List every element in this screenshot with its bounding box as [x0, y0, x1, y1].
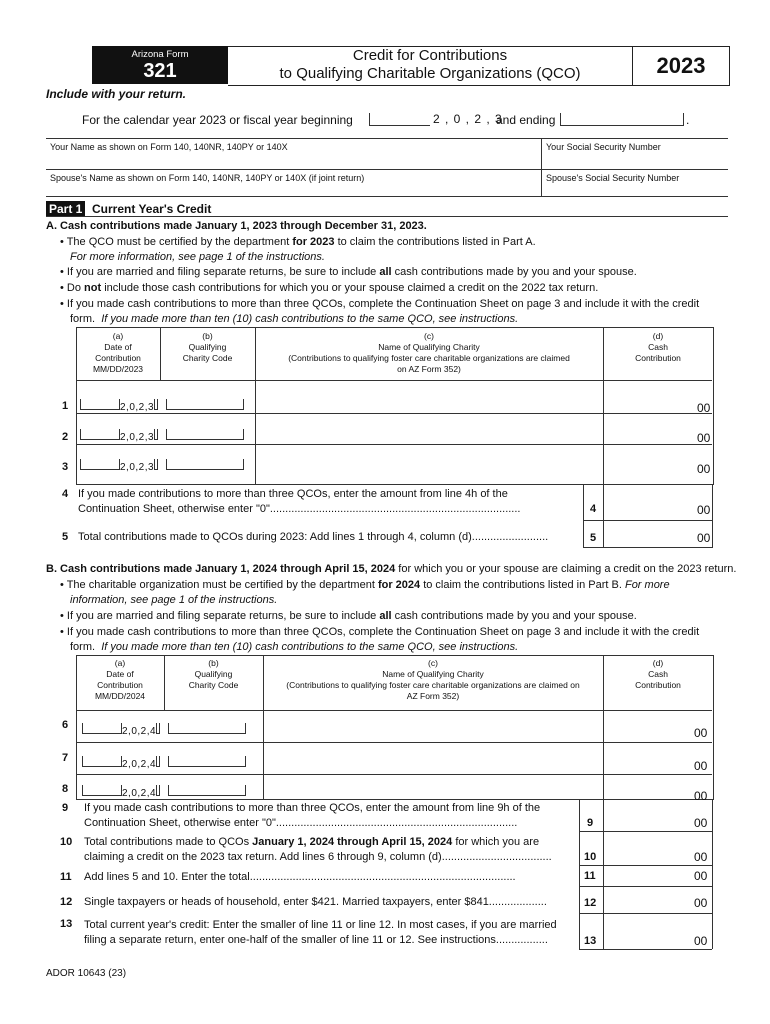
form-footer-code: ADOR 10643 (23) — [46, 968, 127, 979]
line-5-amount[interactable] — [606, 523, 696, 545]
section-b-col-a: (a) Date of Contribution MM/DD/2024 — [94, 658, 146, 701]
line-13-box-num: 13 — [584, 935, 597, 947]
line-4-box-num: 4 — [590, 503, 597, 515]
line-8-cents: 00 — [694, 789, 708, 803]
line-6-num: 6 — [62, 719, 69, 731]
section-a-bullet-3: • Do not include those cash contributions for which you or your spouse claimed a credit on the 2022 tax return. — [60, 282, 599, 294]
form-label: Arizona Form — [131, 49, 189, 60]
line-4-amount[interactable] — [606, 486, 696, 516]
line-7-charity-code[interactable] — [168, 756, 246, 767]
section-a-bullet-1: • The QCO must be certified by the department for 2023 to claim the contributions listed in Part A. — [60, 236, 536, 248]
line-1-charity-code[interactable] — [166, 399, 244, 410]
line-1-charity-name[interactable] — [258, 388, 598, 412]
form-number-box — [92, 46, 228, 84]
begin-year: 2 , 0 , 2 , 3 — [433, 112, 503, 126]
line-7-charity-name[interactable] — [266, 746, 600, 770]
line-4-cents: 00 — [697, 503, 711, 517]
line-10-box-num: 10 — [584, 851, 597, 863]
line-8-date[interactable]: 2,0,2,4 — [82, 785, 160, 799]
include-note: Include with your return. — [46, 87, 187, 101]
line-8-num: 8 — [62, 783, 69, 795]
section-b-col-c: (c) Name of Qualifying Charity (Contributions to qualifying foster care charitable organizations are claimed on AZ Form 352) — [286, 658, 580, 701]
line-11-cents: 00 — [694, 869, 708, 883]
part1-tag: Part 1 — [46, 201, 85, 217]
line-11-text: Add lines 5 and 10. Enter the total....................................................................................... — [84, 871, 516, 883]
line-4-text-1: If you made contributions to more than three QCOs, enter the amount from line 4h of the — [78, 488, 508, 500]
line-6-date[interactable]: 2,0,2,4 — [82, 723, 160, 737]
line-12-num-left: 12 — [60, 896, 73, 908]
line-4-text-2: Continuation Sheet, otherwise enter "0".................................................................................. — [78, 503, 521, 515]
section-b-bullet-1-note: information, see page 1 of the instructions. — [70, 594, 278, 606]
line-10-num-left: 10 — [60, 836, 73, 848]
line-12-cents: 00 — [694, 896, 708, 910]
form-number: 321 — [143, 60, 177, 82]
ending-date-field[interactable] — [560, 113, 684, 126]
line-13-cents: 00 — [694, 934, 708, 948]
line-5-cents: 00 — [697, 531, 711, 545]
line-2-cents: 00 — [697, 431, 711, 445]
line-11-amount[interactable] — [606, 868, 692, 884]
section-a-col-b: (b) Qualifying Charity Code — [182, 331, 233, 363]
line-5-text: Total contributions made to QCOs during 2023: Add lines 1 through 4, column (d)......................... — [78, 531, 549, 543]
line-4-num-left: 4 — [62, 488, 69, 500]
line-3-charity-name[interactable] — [258, 449, 598, 473]
line-12-amount[interactable] — [606, 889, 692, 911]
line-2-charity-name[interactable] — [258, 418, 598, 442]
line-5-num-left: 5 — [62, 531, 69, 543]
line-13-text-2: filing a separate return, enter one-half of the smaller of line 11 or 12. See instructions................. — [84, 934, 548, 946]
line-1-num: 1 — [62, 400, 69, 412]
section-a-bullet-4: • If you made cash contributions to more than three QCOs, complete the Continuation Sheet on page 3 and include it with the credit — [60, 298, 700, 310]
section-a-heading: A. Cash contributions made January 1, 2023 through December 31, 2023. — [46, 220, 427, 232]
section-b-bullet-1: • The charitable organization must be certified by the department for 2024 to claim the contributions listed in Part B. For more — [60, 579, 670, 591]
section-b-col-b: (b) Qualifying Charity Code — [188, 658, 239, 690]
line-13-num-left: 13 — [60, 918, 73, 930]
section-b-bullet-3-cont: form. If you made more than ten (10) cash contributions to the same QCO, see instructions. — [70, 641, 519, 653]
period-end-punct: . — [686, 113, 690, 127]
spouse-ssn-field[interactable] — [543, 186, 727, 196]
line-9-num-left: 9 — [62, 802, 69, 814]
line-9-box-num: 9 — [587, 817, 594, 829]
line-7-cents: 00 — [694, 759, 708, 773]
line-6-charity-name[interactable] — [266, 714, 600, 738]
section-a-col-d: (d) Cash Contribution — [635, 331, 681, 363]
line-11-box-num: 11 — [584, 870, 596, 882]
line-2-num: 2 — [62, 431, 69, 443]
section-b-col-d: (d) Cash Contribution — [635, 658, 681, 690]
line-5-box-num: 5 — [590, 532, 597, 544]
line-9-text-1: If you made cash contributions to more than three QCOs, enter the amount from line 9h of the — [84, 802, 541, 814]
line-7-num: 7 — [62, 752, 69, 764]
line-8-charity-name[interactable] — [266, 777, 600, 797]
section-a-col-a: (a) Date of Contribution MM/DD/2023 — [92, 331, 144, 374]
line-12-text: Single taxpayers or heads of household, enter $421. Married taxpayers, enter $841................... — [84, 896, 547, 908]
line-13-text-1: Total current year's credit: Enter the smaller of line 11 or line 12. In most cases, if you are married — [84, 919, 557, 931]
line-3-num: 3 — [62, 461, 69, 473]
period-prefix: For the calendar year 2023 or fiscal year beginning — [82, 113, 353, 127]
line-1-cents: 00 — [697, 401, 711, 415]
tax-year: 2023 — [632, 46, 730, 86]
part1-title: Current Year's Credit — [92, 202, 212, 216]
title-line-2: to Qualifying Charitable Organizations (QCO) — [279, 65, 581, 82]
line-1-date[interactable]: 2,0,2,3 — [80, 399, 158, 413]
line-9-amount[interactable] — [606, 801, 692, 827]
section-a-col-c: (c) Name of Qualifying Charity (Contributions to qualifying foster care charitable organizations are claimed on AZ Form 352) — [288, 331, 570, 374]
your-name-label: Your Name as shown on Form 140, 140NR, 140PY or 140X — [50, 142, 288, 152]
line-13-amount[interactable] — [606, 916, 692, 946]
line-11-num-left: 11 — [60, 871, 72, 883]
line-10-text-1: Total contributions made to QCOs January 1, 2024 through April 15, 2024 for which you are — [84, 836, 540, 848]
line-10-cents: 00 — [694, 850, 708, 864]
begin-month-day-field[interactable] — [369, 113, 430, 126]
line-8-charity-code[interactable] — [168, 785, 246, 796]
line-3-cents: 00 — [697, 462, 711, 476]
spouse-name-label: Spouse's Name as shown on Form 140, 140NR, 140PY or 140X (if joint return) — [50, 173, 365, 183]
line-2-charity-code[interactable] — [166, 429, 244, 440]
line-2-date[interactable]: 2,0,2,3 — [80, 429, 158, 443]
line-9-cents: 00 — [694, 816, 708, 830]
line-3-charity-code[interactable] — [166, 459, 244, 470]
section-b-bullet-3: • If you made cash contributions to more than three QCOs, complete the Continuation Sheet on page 3 and include it with the credit — [60, 626, 700, 638]
line-6-cents: 00 — [694, 726, 708, 740]
section-b-bullet-2: • If you are married and filing separate returns, be sure to include all cash contributions made by you and your spouse. — [60, 610, 637, 622]
and-ending: and ending — [496, 113, 556, 127]
your-name-field[interactable] — [46, 155, 540, 169]
spouse-name-field[interactable] — [46, 186, 540, 196]
section-a-bullet-4-cont: form. If you made more than ten (10) cash contributions to the same QCO, see instructions. — [70, 313, 519, 325]
title-line-1: Credit for Contributions — [352, 47, 508, 64]
your-ssn-label: Your Social Security Number — [546, 142, 661, 152]
line-10-text-2: claiming a credit on the 2023 tax return. Add lines 6 through 9, column (d).................................... — [84, 851, 552, 863]
your-ssn-field[interactable] — [543, 155, 727, 169]
line-12-box-num: 12 — [584, 897, 597, 909]
section-b-heading: B. Cash contributions made January 1, 2024 through April 15, 2024 for which you or your spouse are claiming a credit on the 2023 return. — [46, 563, 737, 575]
line-7-date[interactable]: 2,0,2,4 — [82, 756, 160, 770]
line-10-amount[interactable] — [606, 834, 692, 862]
line-3-date[interactable]: 2,0,2,3 — [80, 459, 158, 473]
form-title — [228, 46, 632, 86]
line-6-charity-code[interactable] — [168, 723, 246, 734]
section-a-bullet-2: • If you are married and filing separate returns, be sure to include all cash contributions made by you and your spouse. — [60, 266, 637, 278]
spouse-ssn-label: Spouse's Social Security Number — [546, 173, 680, 183]
line-9-text-2: Continuation Sheet, otherwise enter "0"............................................................................... — [84, 817, 518, 829]
section-a-bullet-1-note: For more information, see page 1 of the instructions. — [70, 251, 325, 263]
